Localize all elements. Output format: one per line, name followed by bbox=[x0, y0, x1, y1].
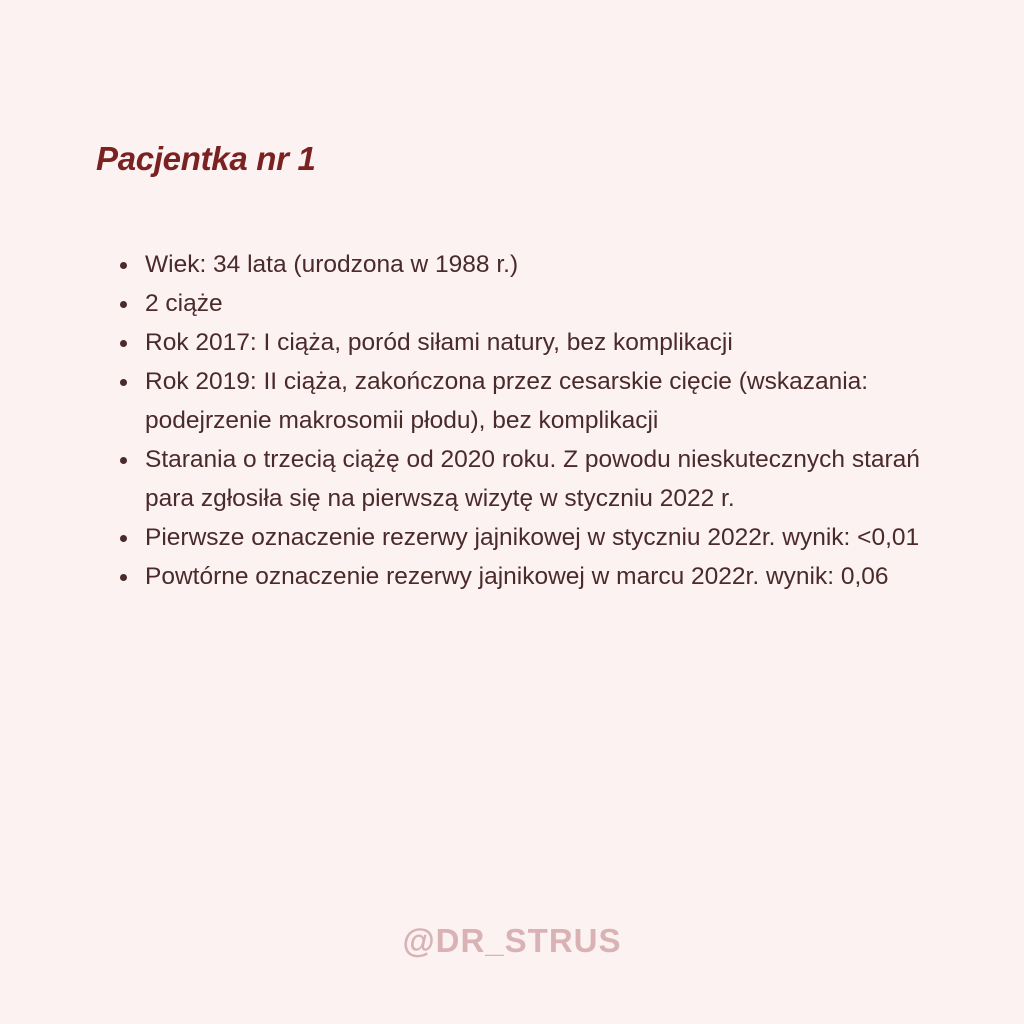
list-item-age: Wiek: 34 lata (urodzona w 1988 r.) bbox=[145, 245, 965, 284]
patient-details-list bbox=[145, 245, 965, 596]
list-item-first-test: Pierwsze oznaczenie rezerwy jajnikowej w styczniu 2022r. wynik: <0,01 bbox=[145, 518, 965, 557]
list-item-pregnancies: 2 ciąże bbox=[145, 284, 965, 323]
author-handle: @DR_STRUS bbox=[402, 922, 622, 959]
list-item-trying: Starania o trzecią ciążę od 2020 roku. Z powodu nieskutecznych starań para zgłosiła się na pierwszą wizytę w styczniu 2022 r. bbox=[145, 440, 965, 518]
list-item-2019: Rok 2019: II ciąża, zakończona przez cesarskie cięcie (wskazania: podejrzenie makrosomii płodu), bez komplikacji bbox=[145, 362, 965, 440]
list-item-second-test: Powtórne oznaczenie rezerwy jajnikowej w marcu 2022r. wynik: 0,06 bbox=[145, 557, 965, 596]
list-item-2017: Rok 2017: I ciąża, poród siłami natury, bez komplikacji bbox=[145, 323, 965, 362]
page-title: Pacjentka nr 1 bbox=[96, 140, 316, 177]
